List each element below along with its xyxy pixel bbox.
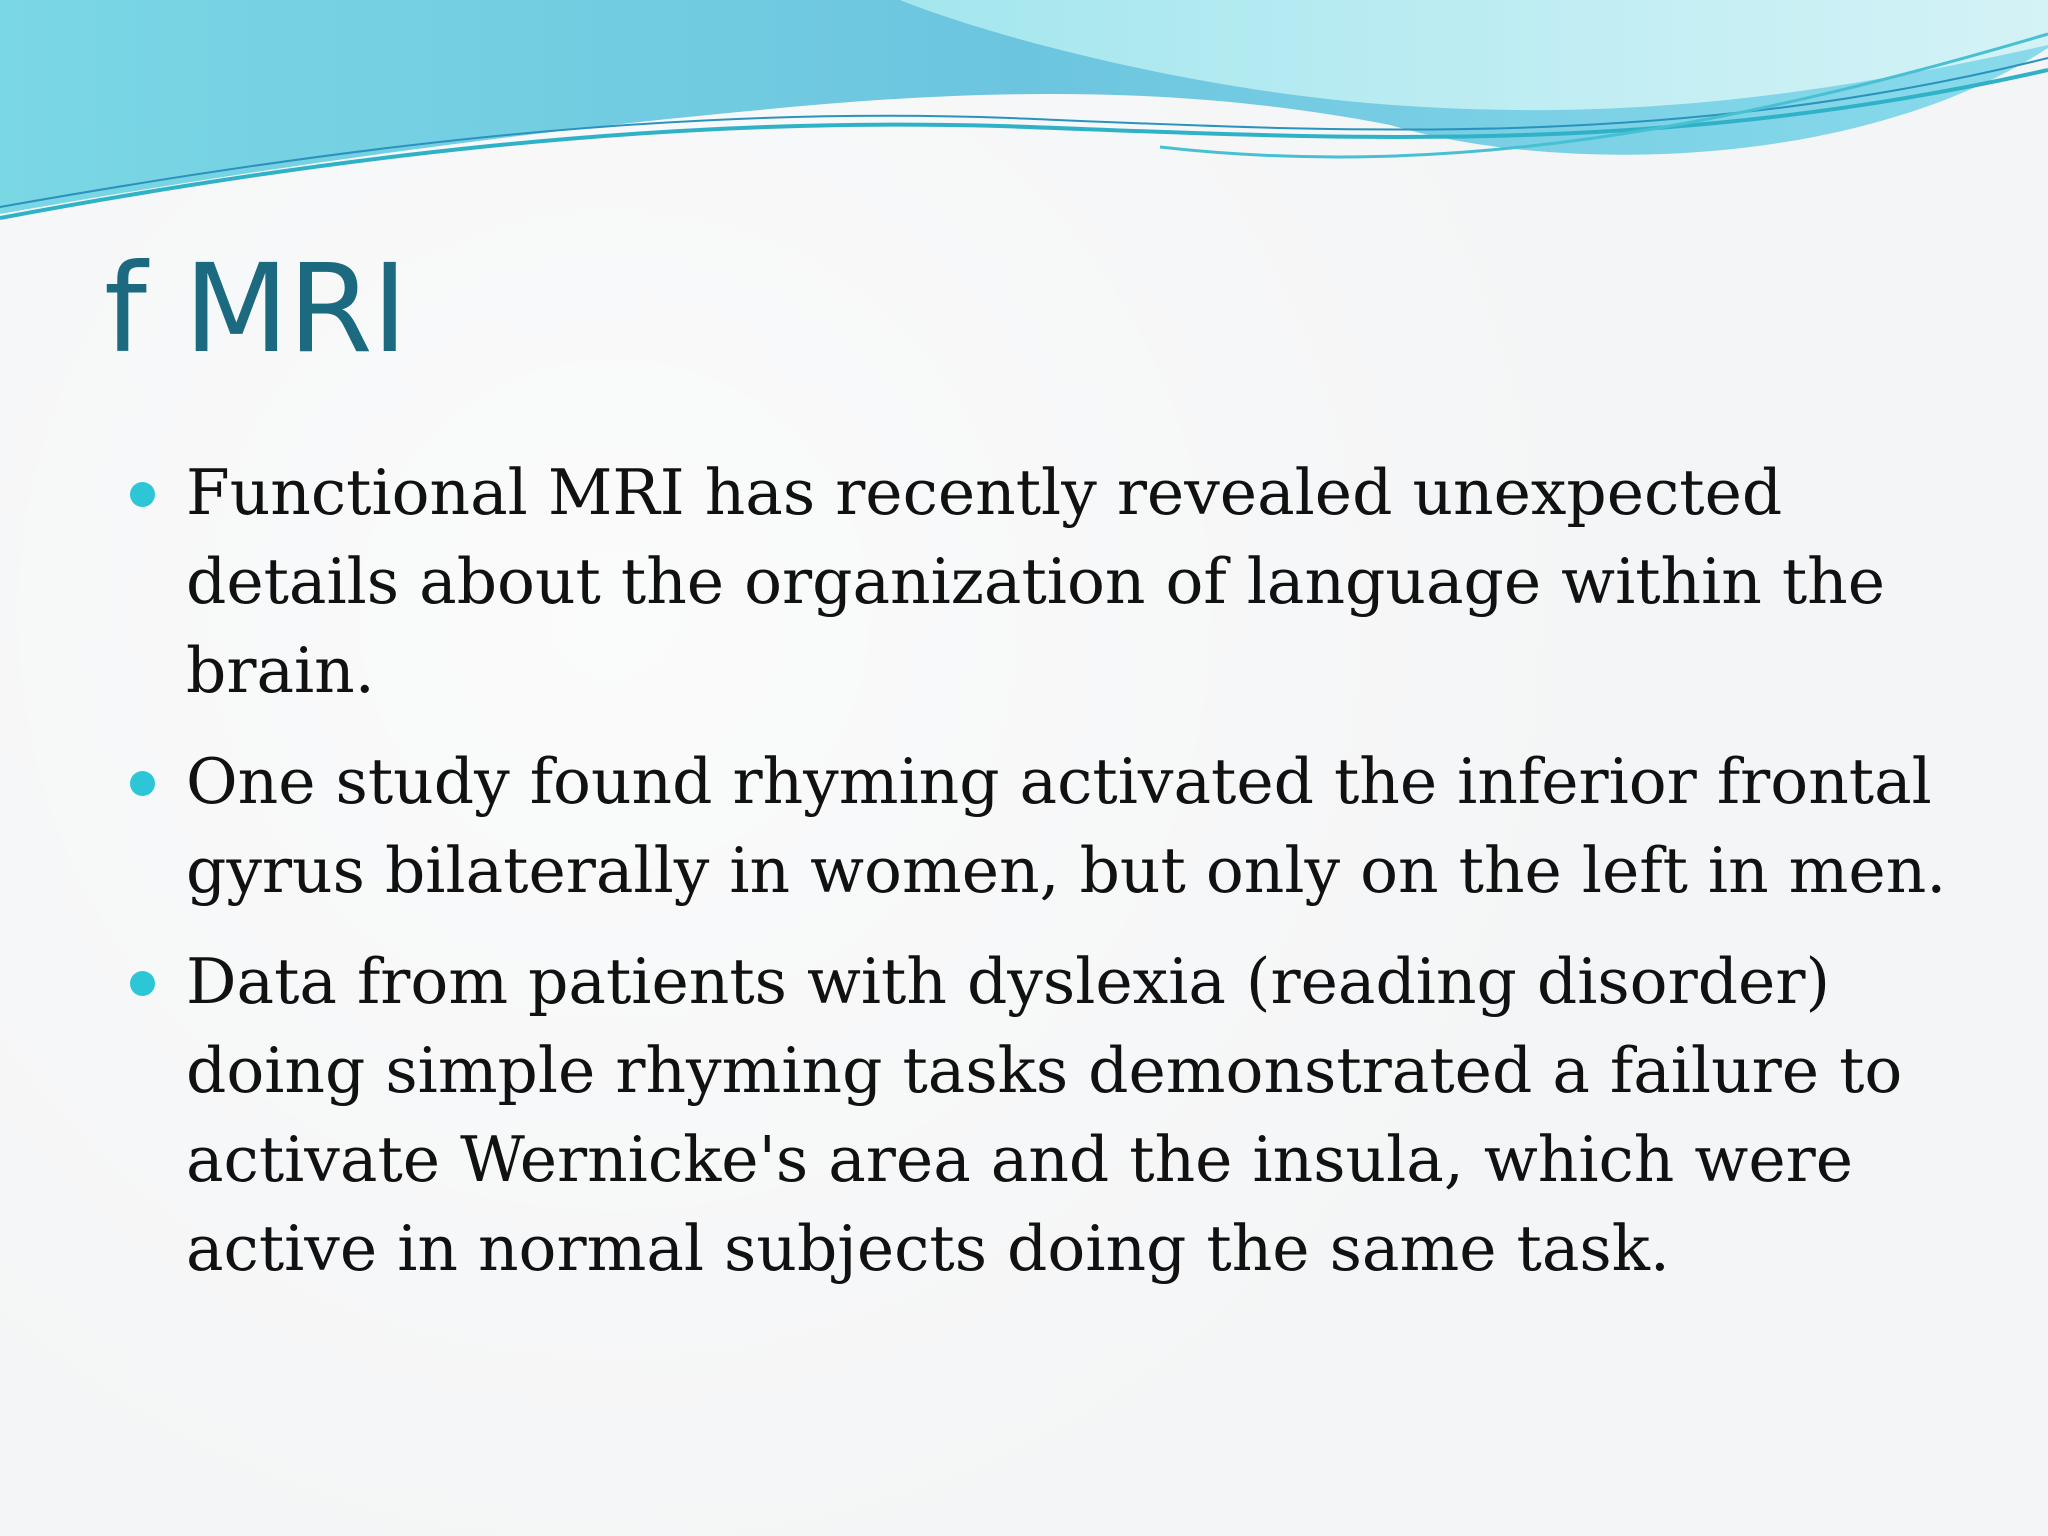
slide-title: f MRI [104,238,407,380]
bullet-text: Functional MRI has recently revealed unexpected details about the organization of language within the brain. [186,456,1886,707]
bullet-item [128,937,1968,1293]
bullet-list [128,448,1968,1315]
bullet-dot-icon [130,971,155,996]
bullet-item [128,737,1968,915]
bullet-text: Data from patients with dyslexia (reading disorder) doing simple rhyming tasks demonstrated a failure to activate Wernicke's area and the insula, which were active in normal subjects doing the same task. [186,945,1903,1285]
bullet-item [128,448,1968,715]
bullet-text: One study found rhyming activated the inferior frontal gyrus bilaterally in women, but only on the left in men. [186,745,1947,907]
bullet-dot-icon [130,771,155,796]
bullet-dot-icon [130,482,155,507]
header-wave-decoration [0,0,2048,260]
